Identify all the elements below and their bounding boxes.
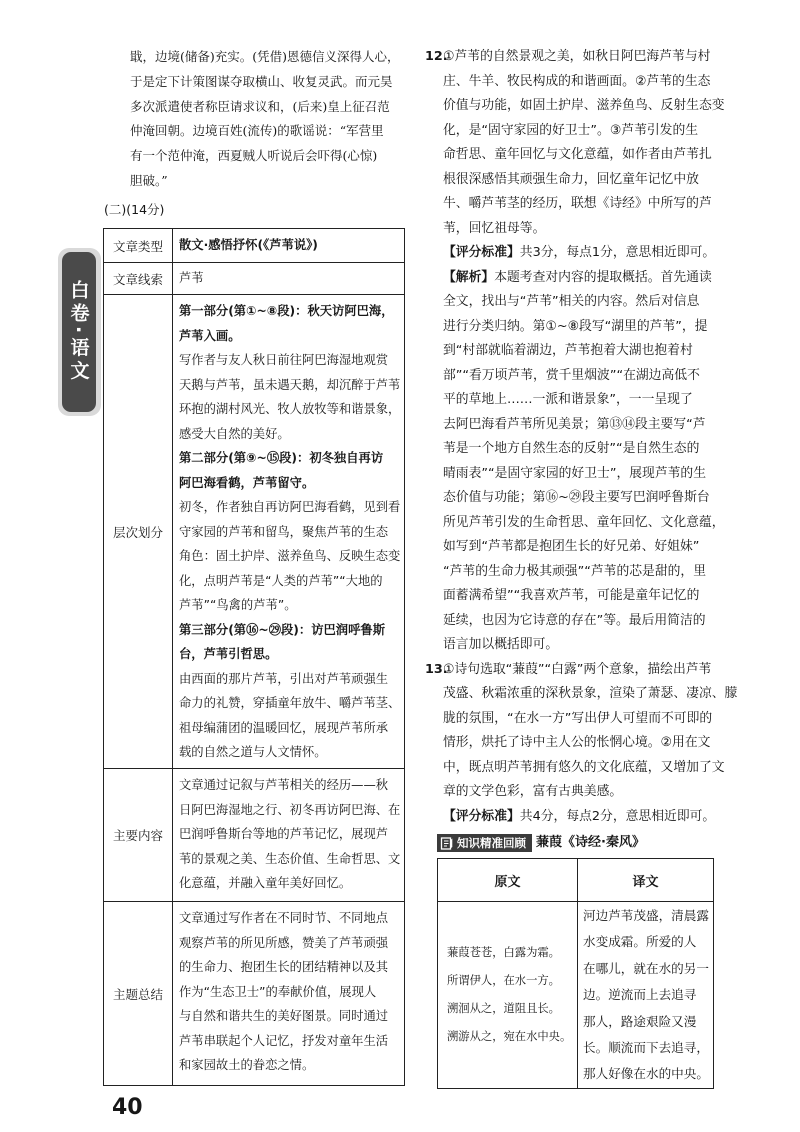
translation-line: 水变成霜。所爱的人 (583, 934, 697, 950)
part-heading-line: 第三部分(第⑯~㉙段)：访巴润呼鲁斯 (179, 622, 385, 637)
part-heading-line: 第二部分(第⑨~⑮段)：初冬独自再访 (179, 451, 384, 465)
answer-line: 胧的氛围，“在水一方”写出伊人可望而不可即的 (443, 710, 713, 726)
row-label: 主要内容 (104, 769, 173, 902)
answer-line: 根很深感悟其顽强生命力，回忆童年记忆中放 (443, 171, 699, 187)
scoring-criteria (443, 241, 735, 266)
content-line: 文章通过写作者在不同时节、不同地点 (179, 911, 389, 925)
page-number: 40 (112, 1095, 143, 1120)
sidebar-tab (62, 252, 96, 412)
section-heading: (二)(14分) (104, 202, 165, 217)
translation-line: 那人，路途艰险又漫 (583, 1013, 697, 1029)
answer-text (443, 45, 735, 241)
poem-table-header (438, 859, 714, 902)
answer-line: 情形，烘托了诗中主人公的怅惘心境。②用在文 (443, 735, 711, 750)
analysis-line: 到“村部就临着湖边，芦苇抱着大湖也抱着村 (443, 343, 693, 358)
answer-line: ①诗句选取“蒹葭”“白露”两个意象，描绘出芦苇 (443, 661, 712, 677)
part-body-line: 写作者与友人秋日前往阿巴海湿地观赏 (179, 353, 389, 367)
part-heading-line: 芦苇入画。 (179, 328, 241, 343)
analysis-line: 语言加以概括即可。 (443, 637, 559, 652)
analysis-line: 进行分类归纳。第①~⑧段写“湖里的芦苇”，提 (443, 318, 708, 334)
poem-table (437, 858, 714, 1089)
analysis-text: 本题考查对内容的提取概括。首先通读 (494, 269, 712, 285)
question-number: 13. (425, 661, 448, 677)
analysis-line: “芦苇的生命力极其顽强”“芦苇的芯是甜的，里 (443, 563, 707, 579)
analysis-line: 晴雨表”“是固守家园的好卫士”，展现芦苇的生 (443, 465, 707, 481)
analysis-line: 所见芦苇引发的生命哲思、童年回忆、文化意蕴， (443, 514, 725, 530)
analysis-line: 态价值与功能；第⑯~㉙段主要写巴润呼鲁斯台 (443, 490, 710, 505)
row-label: 文章类型 (104, 229, 173, 263)
scoring-label: 【评分标准】 (443, 808, 520, 824)
answer-line: 茂盛、秋霜浓重的深秋景象，渲染了萧瑟、凄凉、朦 (443, 686, 738, 701)
analysis-line: 面蓄满希望”“我喜欢芦苇，可能是童年记忆的 (443, 588, 700, 603)
content-line: 作为“生态卫士”的奉献价值，展现人 (179, 984, 377, 999)
knowledge-review-header (437, 834, 645, 852)
translation-continuation (130, 45, 400, 194)
answers-column (425, 45, 738, 829)
question-number: 12. (425, 49, 448, 64)
translation-line: 有一个范仲淹，西夏贼人听说后会吓得(心惊) (130, 148, 378, 164)
poem-table-body (438, 902, 714, 1089)
row-label: 层次划分 (104, 295, 173, 769)
scoring-text: 共3分，每点1分，意思相近即可。 (519, 245, 716, 260)
part-body-line: 由西面的那片芦苇，引出对芦苇顽强生 (179, 671, 389, 686)
scoring-criteria (443, 805, 735, 830)
original-text (438, 902, 578, 1089)
content-line: 的生命力、抱团生长的团结精神以及其 (179, 960, 389, 974)
knowledge-review-title: 蒹葭《诗经·秦风》 (536, 835, 645, 850)
header-original: 原文 (438, 859, 578, 902)
original-line: 蒹葭苍苍，白露为霜。 (447, 945, 560, 959)
analysis-line: 全文，找出与“芦苇”相关的内容。然后对信息 (443, 294, 700, 309)
analysis-label: 【解析】 (443, 269, 495, 285)
question-12-answer (425, 45, 735, 658)
notebook-icon (440, 837, 453, 850)
translation-text (578, 902, 714, 1089)
row-main-content (104, 769, 405, 902)
answer-line: 牛、嚼芦苇茎的经历，联想《诗经》中所写的芦 (443, 196, 712, 211)
row-label: 文章线索 (104, 263, 173, 295)
answer-line: 章的文学色彩，富有古典美感。 (443, 784, 623, 799)
part-body-line: 化，点明芦苇是“人类的芦苇”“大地的 (179, 573, 383, 588)
part-body-line: 载的自然之道与人文情怀。 (179, 745, 327, 759)
row-article-type (104, 229, 405, 263)
answer-line: 化，是“固守家园的好卫士”。③芦苇引发的生 (443, 122, 699, 138)
part-heading-line: 阿巴海看鹤，芦苇留守。 (179, 475, 315, 490)
part-body-line: 感受大自然的美好。 (179, 426, 290, 441)
content-line: 和家园故土的眷恋之情。 (179, 1058, 315, 1072)
scoring-text: 共4分，每点2分，意思相近即可。 (519, 808, 716, 824)
translation-line: 长。顺流而下去追寻， (583, 1040, 709, 1056)
content-line: 化意蕴，并融入童年美好回忆。 (179, 876, 352, 890)
question-13-answer (425, 658, 738, 830)
header-translation: 译文 (578, 859, 714, 902)
part-body-line: 角色：固土护岸、滋养鱼鸟、反映生态变 (179, 549, 401, 563)
row-content (173, 295, 405, 769)
content-line: 观察芦苇的所见所感，赞美了芦苇顽强 (179, 935, 389, 950)
content-line: 苇的景观之美、生态价值、生命哲思、文 (179, 851, 401, 866)
row-theme (104, 902, 405, 1086)
knowledge-review-badge-label: 知识精准回顾 (457, 836, 526, 850)
translation-line: 仲淹回朝。边境百姓(流传)的歌谣说：“军营里 (130, 123, 384, 139)
content-line: 与自然和谐共生的美好图景。同时通过 (179, 1009, 389, 1023)
row-clue (104, 263, 405, 295)
translation-line: 多次派遣使者称臣请求议和，(后来)皇上征召范 (130, 98, 390, 114)
answer-line: 中，既点明芦苇拥有悠久的文化底蕴，又增加了文 (443, 759, 725, 775)
translation-line: 胆破。” (130, 172, 168, 188)
original-line: 所谓伊人，在水一方。 (447, 973, 560, 987)
row-label: 主题总结 (104, 902, 173, 1086)
row-content: 散文·感悟抒怀(《芦苇说》) (173, 229, 405, 263)
analysis-first-line (443, 266, 735, 291)
answer-line: ①芦苇的自然景观之美，如秋日阿巴海芦苇与村 (443, 49, 711, 64)
content-line: 芦苇串联起个人记忆，抒发对童年生活 (179, 1033, 389, 1048)
analysis-body (443, 290, 735, 658)
part-heading-line: 第一部分(第①~⑧段)：秋天访阿巴海， (179, 304, 394, 318)
answer-text (443, 658, 738, 805)
analysis-table (103, 228, 405, 1086)
translation-line: 在哪儿，就在水的另一 (583, 960, 709, 976)
part-1-body (179, 348, 401, 446)
original-line: 溯洄从之，道阻且长。 (447, 1001, 560, 1015)
part-heading-line: 台，芦苇引哲思。 (179, 647, 278, 661)
part-body-line: 环抱的湖村风光、牧人放牧等和谐景象， (179, 402, 401, 416)
answer-line: 命哲思、童年回忆与文化意蕴，如作者由芦苇扎 (443, 147, 712, 162)
part-3-heading (179, 618, 401, 667)
row-structure (104, 295, 405, 769)
analysis-line: 部”“看万顷芦苇，赏千里烟波”“在湖边高低不 (443, 367, 700, 383)
analysis-line: 平的草地上……一派和谐景象”，一一呈现了 (443, 392, 693, 407)
part-1-heading (179, 299, 401, 348)
row-content (173, 769, 405, 902)
translation-line: 那人好像在水的中央。 (583, 1066, 709, 1082)
translation-line: 于是定下计策图谋夺取横山、收复灵武。而元昊 (130, 73, 393, 89)
part-body-line: 初冬，作者独自再访阿巴海看鹤，见到看 (179, 500, 401, 514)
analysis-line: 苇是一个地方自然生态的反射”“是自然生态的 (443, 441, 700, 456)
analysis-line: 延续，也因为它诗意的存在”等。最后用简洁的 (443, 612, 706, 628)
part-2-body (179, 495, 401, 618)
row-content (173, 902, 405, 1086)
part-body-line: 芦苇”“鸟禽的芦苇”。 (179, 598, 297, 612)
part-3-body (179, 667, 401, 765)
part-body-line: 守家园的芦苇和留鸟，聚焦芦苇的生态 (179, 524, 389, 539)
content-line: 日阿巴海湿地之行、初冬再访阿巴海、在 (179, 802, 401, 817)
row-content: 芦苇 (173, 263, 405, 295)
analysis-line: 如写到“芦苇都是抱团生长的好兄弟、好姐妹” (443, 539, 700, 554)
knowledge-review-badge (437, 834, 532, 852)
content-line: 文章通过记叙与芦苇相关的经历——秋 (179, 778, 389, 792)
part-2-heading (179, 446, 401, 495)
scoring-label: 【评分标准】 (443, 245, 520, 260)
part-body-line: 天鹅与芦苇，虽未遇天鹅，却沉醉于芦苇 (179, 377, 401, 392)
part-body-line: 祖母编蒲团的温暖回忆，展现芦苇所承 (179, 720, 389, 735)
translation-line: 边。逆流而上去追寻 (583, 987, 697, 1003)
sidebar-tab-label: 白卷·语文 (67, 280, 90, 384)
translation-line: 戢，边境(储备)充实。(凭借)恩德信义深得人心， (130, 49, 400, 64)
answer-line: 苇，回忆祖母等。 (443, 220, 546, 236)
content-line: 巴润呼鲁斯台等地的芦苇记忆，展现芦 (179, 827, 389, 841)
analysis-line: 去阿巴海看芦苇所见美景；第⑬⑭段主要写“芦 (443, 416, 706, 432)
answer-line: 价值与功能，如固土护岸、滋养鱼鸟、反射生态变 (443, 98, 725, 113)
part-body-line: 命力的礼赞，穿插童年放牛、嚼芦苇茎、 (179, 696, 401, 710)
original-line: 溯游从之，宛在水中央。 (447, 1029, 572, 1043)
translation-line: 河边芦苇茂盛，清晨露 (583, 908, 709, 923)
answer-line: 庄、牛羊、牧民构成的和谐画面。②芦苇的生态 (443, 73, 711, 89)
